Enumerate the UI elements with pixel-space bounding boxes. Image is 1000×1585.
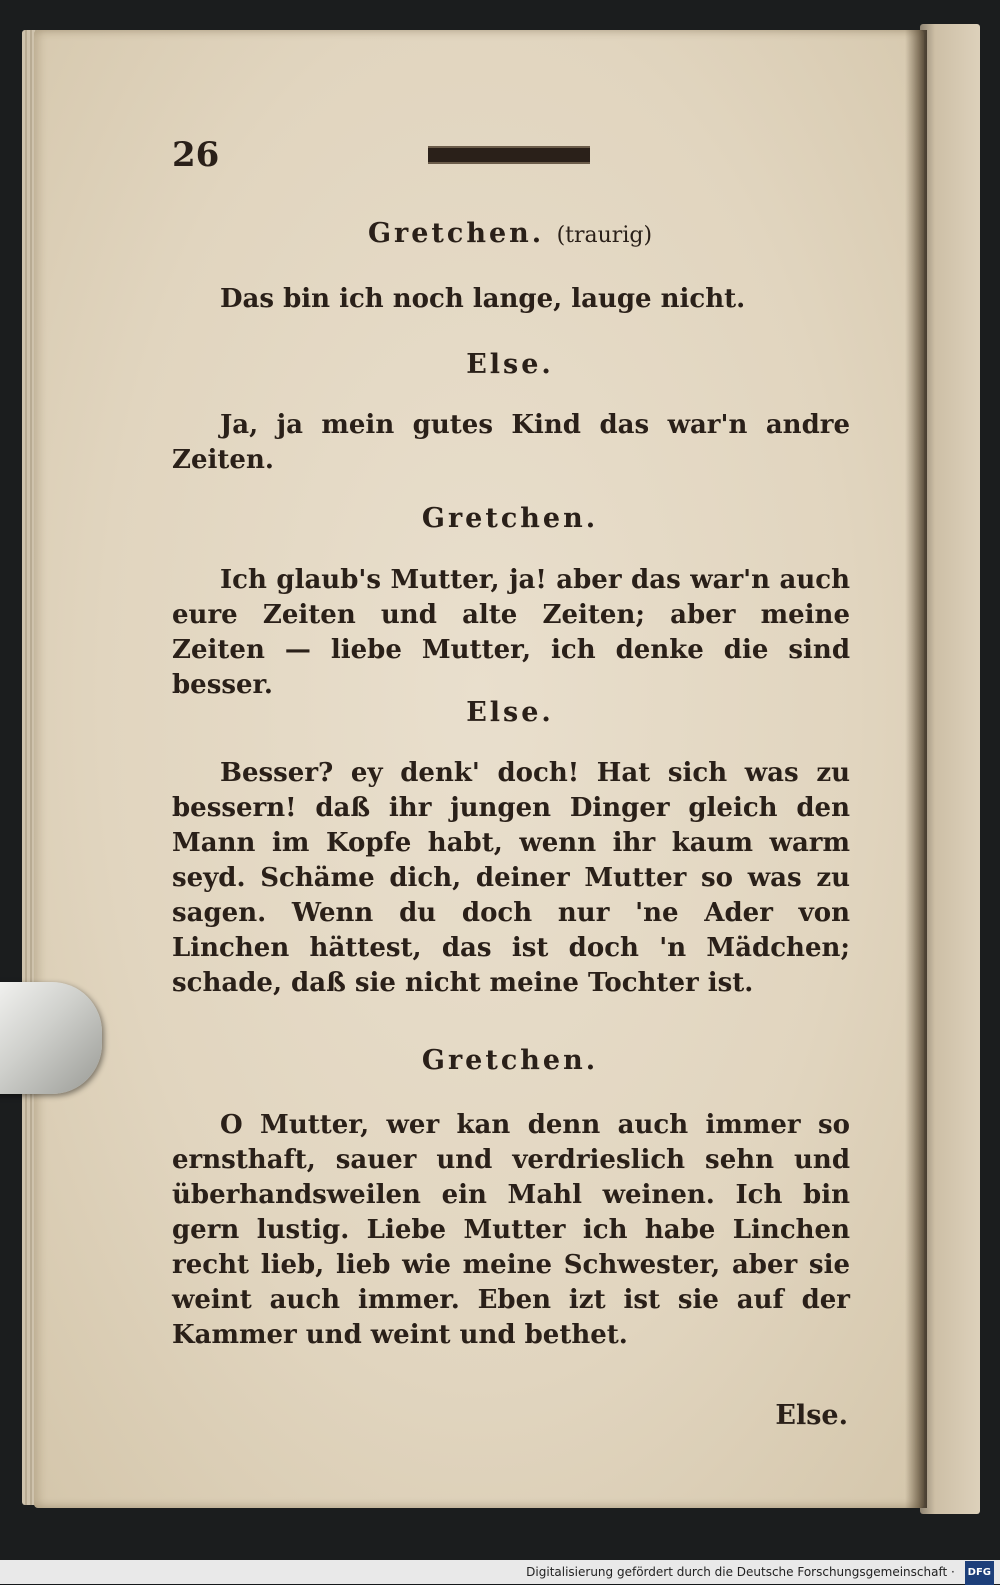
funding-credit: Digitalisierung gefördert durch die Deutsche Forschungsgemeinschaft: [526, 1565, 948, 1579]
speaker-heading: Else.: [466, 697, 554, 728]
speech-paragraph: O Mutter, wer kan denn auch immer so ernsthaft, sauer und verdrieslich sehn und überhandsweilen ein Mahl weinen. Ich bin gern lustig. Liebe Mutter ich habe Linchen recht lieb, lieb wie meine Schwester, aber sie weint auch immer. Eben izt ist sie auf der Kammer und weint und bethet.: [172, 1110, 850, 1350]
stage-direction: (traurig): [556, 223, 653, 248]
catchword: Else.: [775, 1400, 848, 1431]
dfg-logo-icon: DFG: [965, 1561, 994, 1585]
speech-paragraph: Ja, ja mein gutes Kind das war'n andre Zeiten.: [172, 410, 850, 475]
speaker-name: Gretchen.: [367, 218, 545, 249]
speech-paragraph: Ich glaub's Mutter, ja! aber das war'n auch eure Zeiten und alte Zeiten; aber meine Zeiten — liebe Mutter, ich denke die sind besser.: [172, 565, 850, 700]
page-number: 26: [172, 135, 220, 175]
speech-paragraph: Das bin ich noch lange, lauge nicht.: [220, 284, 746, 314]
speaker-heading: Else.: [466, 349, 554, 380]
speaker-heading: Gretchen.: [421, 503, 599, 534]
speaker-heading: [300, 218, 720, 249]
speaker-heading: Gretchen.: [421, 1045, 599, 1076]
digitization-footer: Digitalisierung gefördert durch die Deutsche Forschungsgemeinschaft · DFG: [0, 1560, 1000, 1584]
header-ornament-rule: [428, 146, 590, 164]
speech-paragraph: Besser? ey denk' doch! Hat sich was zu bessern! daß ihr jungen Dinger gleich den Mann im Kopfe habt, wenn ihr kaum warm seyd. Schäme dich, deiner Mutter so was zu sagen. Wenn du doch nur 'ne Ader von Linchen hättest, das ist doch 'n Mädchen; schade, daß sie nicht meine Tochter ist.: [172, 758, 850, 998]
